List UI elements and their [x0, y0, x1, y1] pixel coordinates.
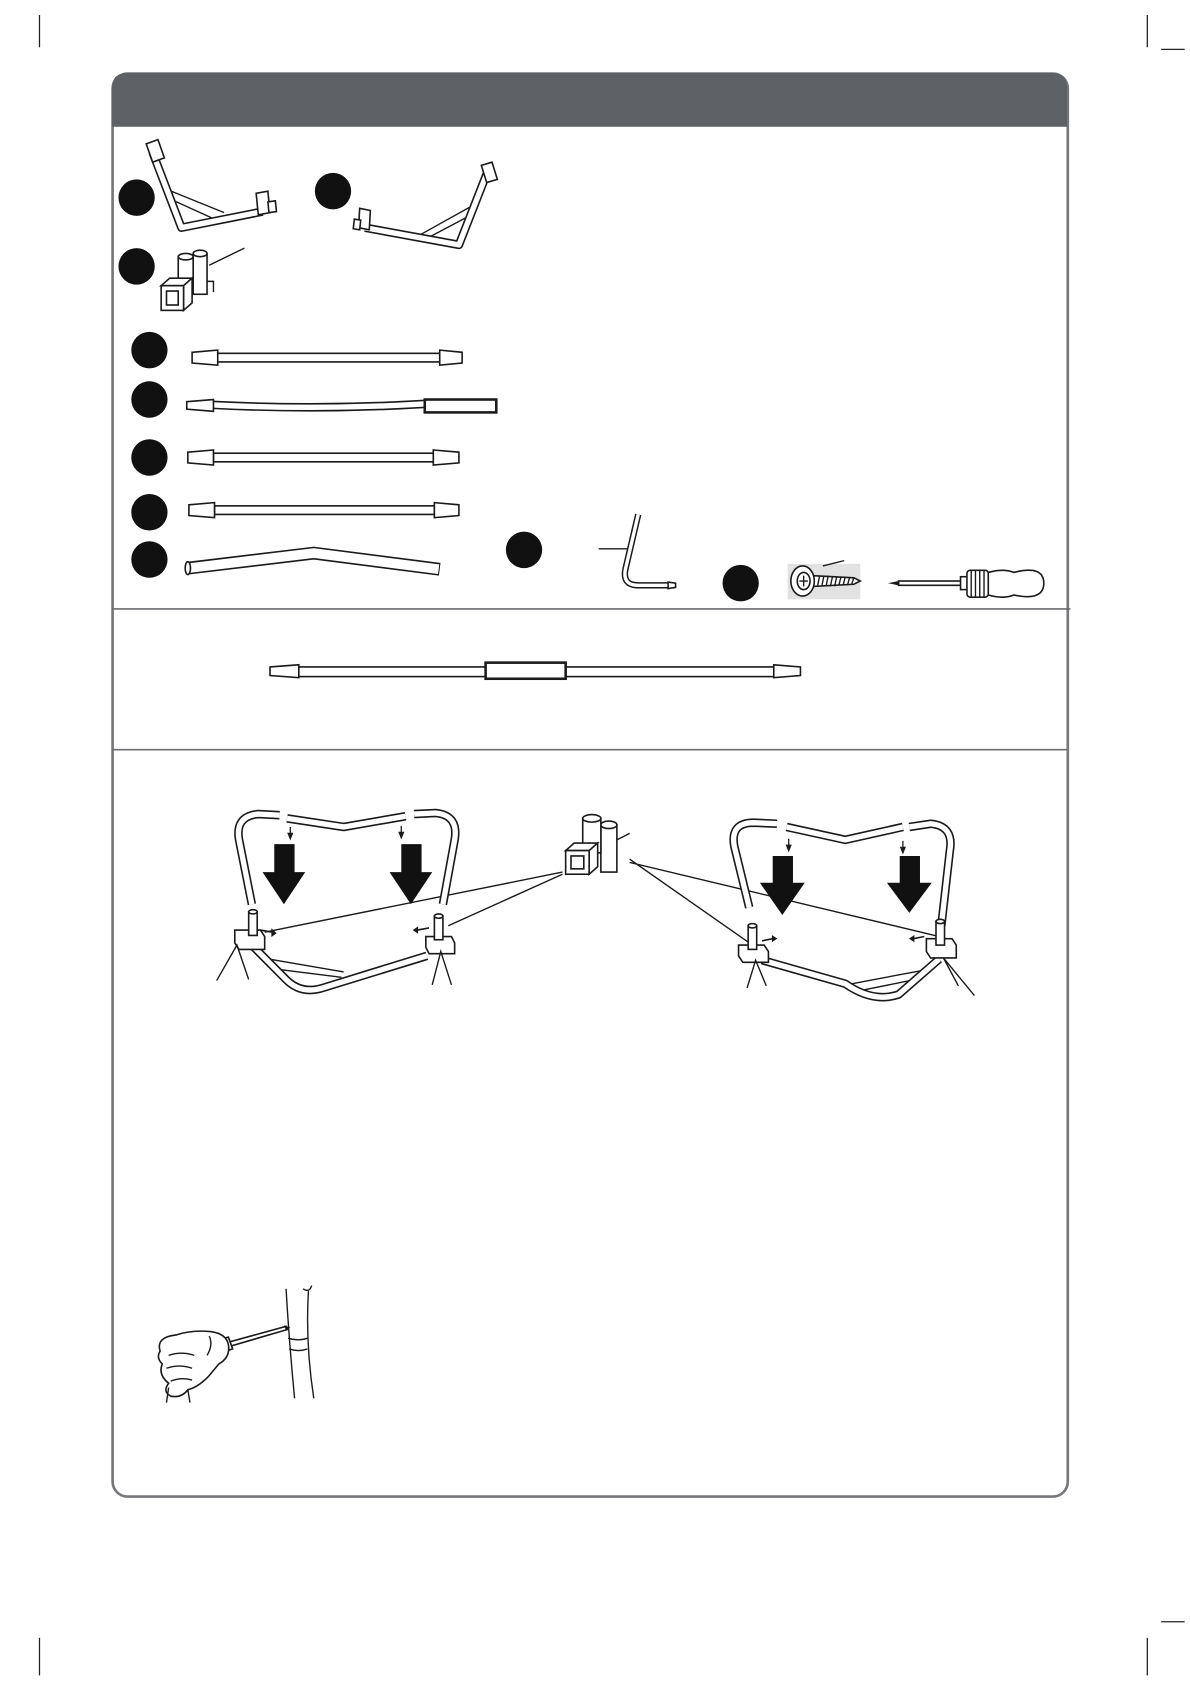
part-marker	[131, 381, 167, 418]
connector-post-top	[936, 919, 945, 923]
tube-body	[213, 453, 433, 462]
connector-cylinder	[193, 253, 207, 294]
part-marker	[118, 179, 154, 216]
part-marker	[131, 439, 167, 476]
screwdriver-shaft	[899, 581, 963, 585]
connector-cylinder-top	[601, 821, 617, 829]
panel-border	[113, 74, 1068, 1497]
tube-body	[565, 667, 774, 677]
screwdriver-handle	[988, 570, 1043, 597]
part-marker	[506, 532, 542, 569]
connector-post-top	[434, 914, 443, 918]
tube-body	[217, 353, 441, 362]
tube-end	[188, 450, 214, 465]
tube-body	[215, 506, 435, 515]
screw-icon	[723, 561, 861, 602]
part-marker	[723, 565, 759, 602]
tube-sleeve	[486, 663, 566, 679]
connector-post	[936, 921, 945, 945]
connector-cylinder	[601, 825, 617, 872]
pin-tip	[668, 582, 675, 588]
connector-post-top	[748, 924, 757, 928]
tube-end	[189, 503, 215, 518]
header-bar	[112, 73, 1067, 127]
connector-cylinder-top	[193, 250, 207, 256]
tube-opening	[185, 562, 190, 575]
tube-end	[192, 350, 218, 365]
part-marker	[131, 541, 167, 578]
elbow-fitting	[353, 219, 360, 230]
tube-end	[187, 400, 214, 412]
part-marker	[118, 248, 154, 285]
part-marker	[131, 494, 167, 531]
connector-post	[434, 916, 443, 940]
part-marker	[131, 332, 167, 369]
screwdriver-grip	[967, 570, 988, 597]
connector-socket	[571, 856, 584, 869]
tube-end	[440, 350, 462, 365]
tube-end	[433, 450, 459, 465]
tube-end	[270, 665, 299, 678]
tube-sleeve	[425, 400, 497, 413]
connector-socket	[166, 291, 178, 305]
tube-body	[299, 667, 487, 677]
part-marker	[315, 173, 351, 210]
connector-post	[748, 926, 757, 950]
tube-end	[774, 665, 801, 678]
instruction-panel	[112, 73, 1070, 1497]
tube-end	[434, 503, 459, 518]
connector-cylinder-top	[178, 253, 193, 259]
elbow-fitting	[268, 201, 277, 213]
connector-post-top	[249, 910, 258, 914]
connector-cylinder-top	[583, 815, 601, 823]
connector-post	[249, 912, 258, 936]
